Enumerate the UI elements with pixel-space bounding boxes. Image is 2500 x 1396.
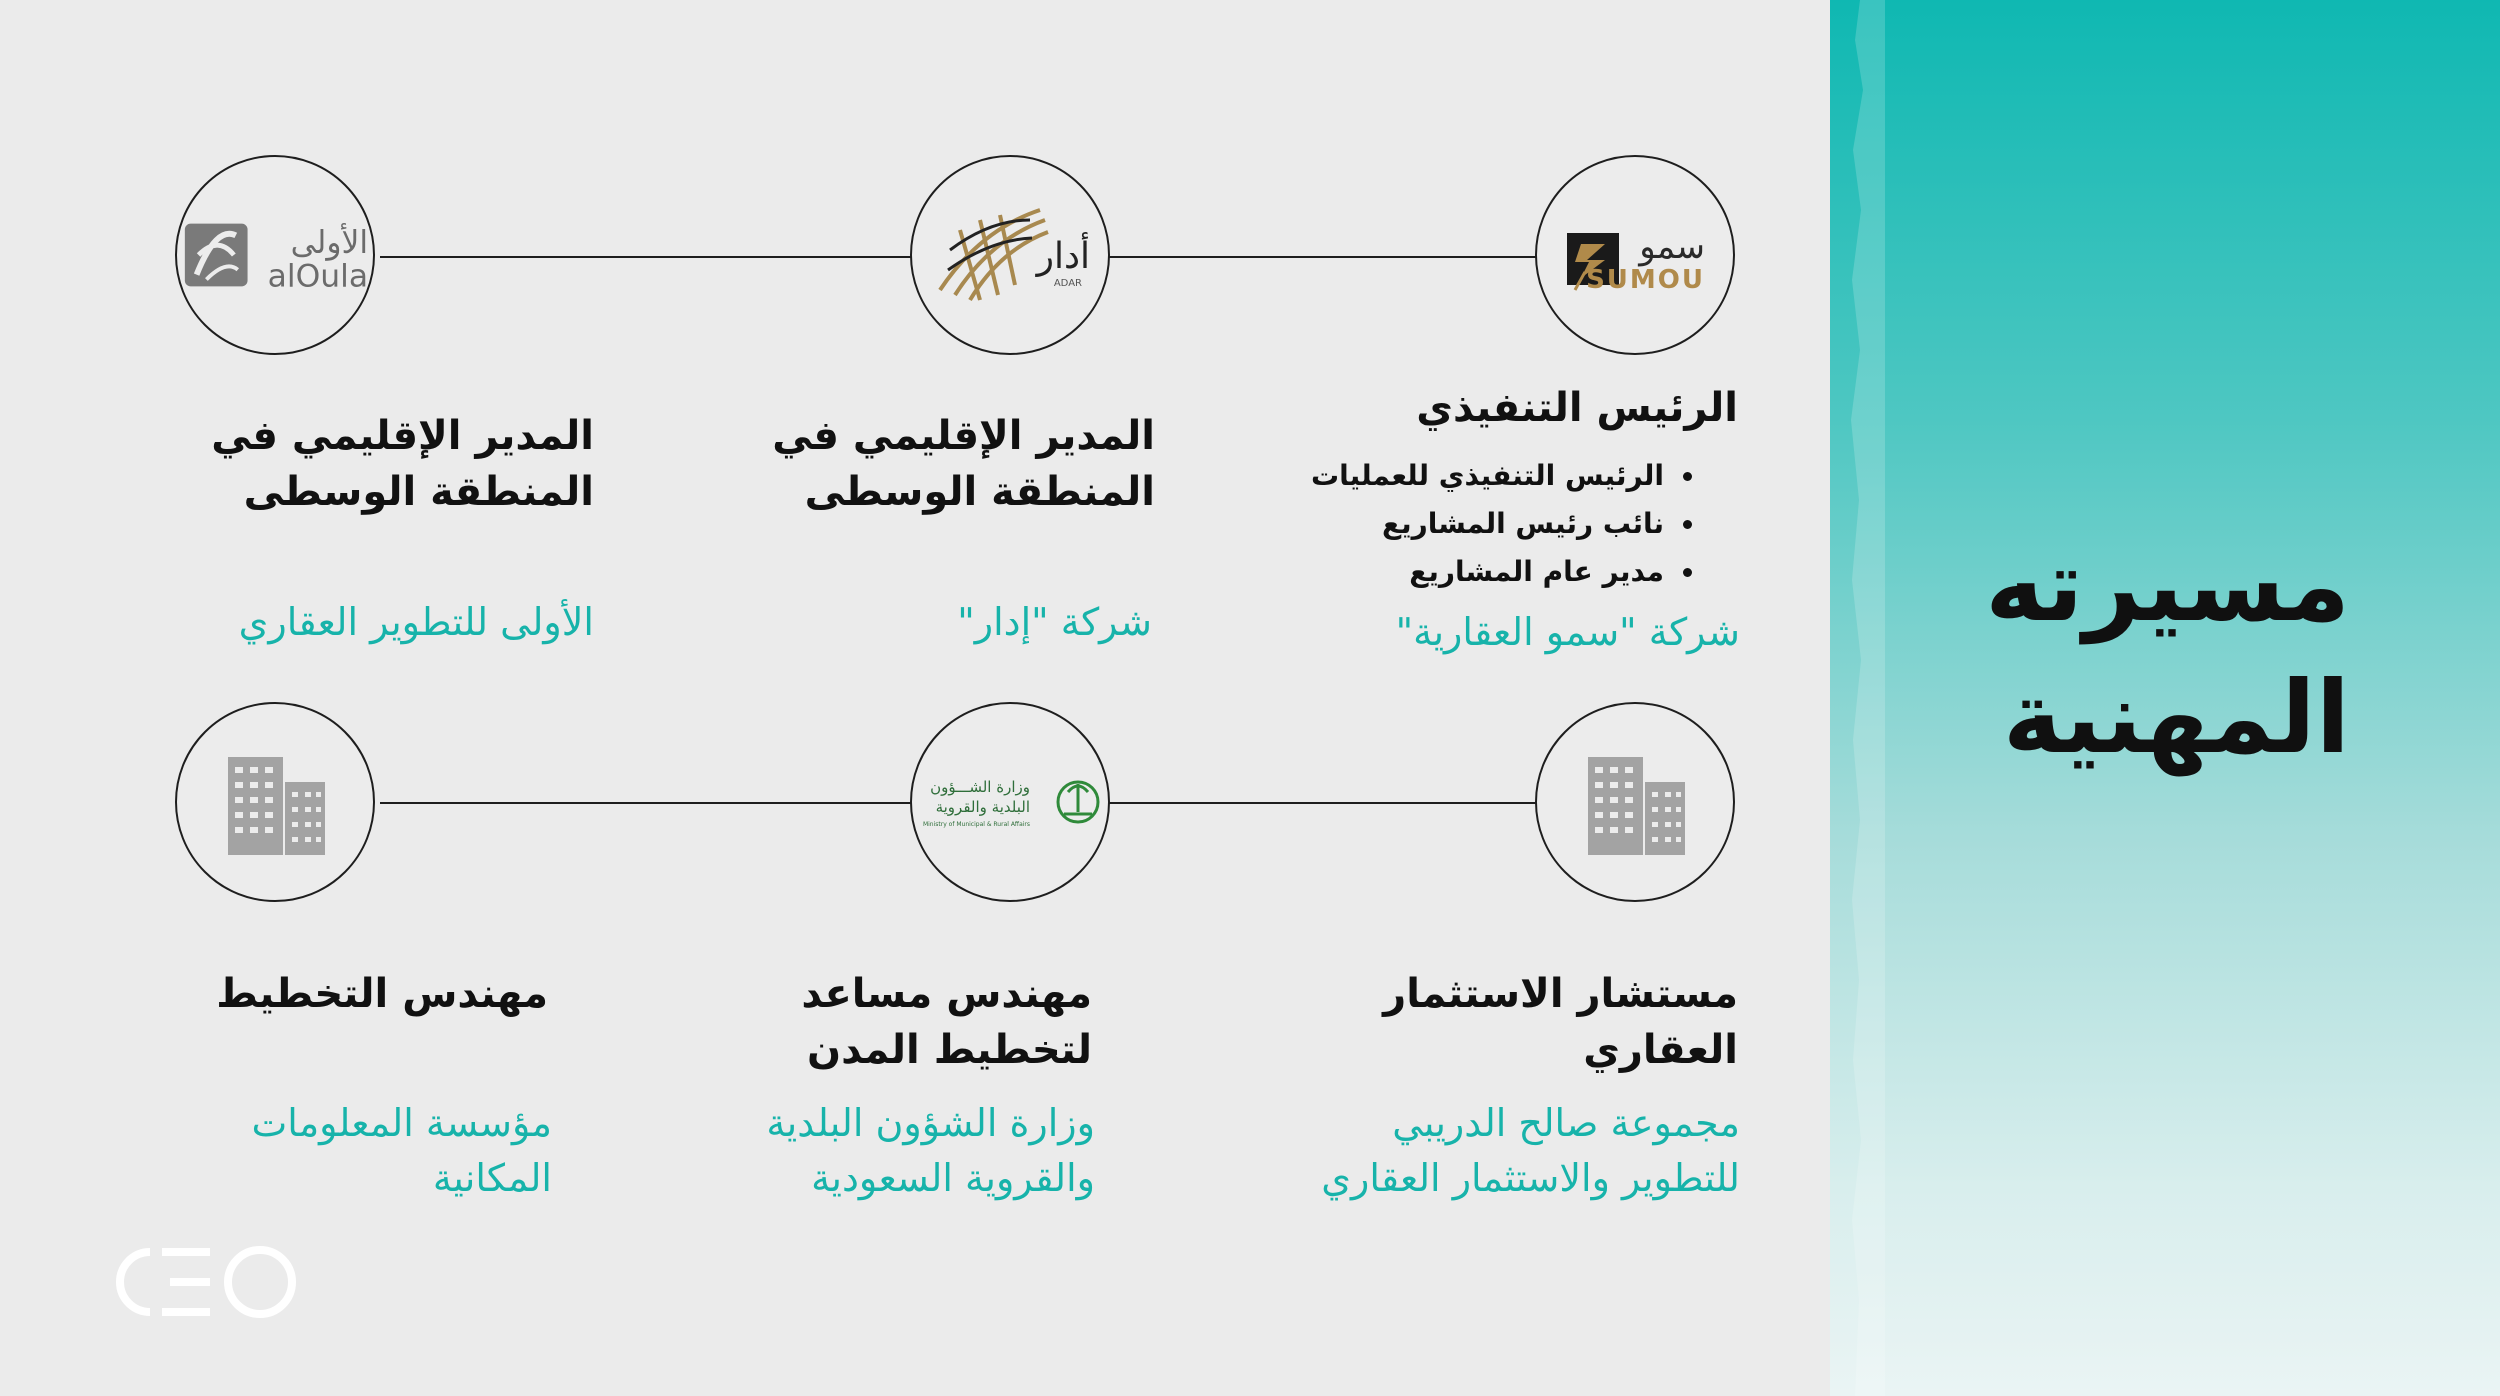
section-title-line1: مسيرته	[1985, 527, 2350, 644]
logo-circle-building-1	[1535, 702, 1735, 902]
company-line: مؤسسة المعلومات	[251, 1101, 552, 1145]
ministry-en-text: Ministry of Municipal & Rural Affairs	[922, 821, 1030, 828]
role-line: المنطقة الوسطى	[243, 469, 594, 515]
position-1-bullets	[1148, 452, 1738, 596]
position-2-company: شركة "إدار"	[957, 600, 1152, 644]
position-1-role: الرئيس التنفيذي	[1416, 385, 1738, 431]
position-5-company	[535, 1096, 1095, 1206]
position-6-company	[132, 1096, 552, 1206]
ministry-ar-line1: وزارة الشـــؤون	[930, 778, 1030, 796]
logo-circle-building-2	[175, 702, 375, 902]
company-line: المكانية	[432, 1156, 552, 1200]
sumou-ar-text: سمو	[1639, 227, 1705, 267]
position-6-role	[128, 966, 548, 1022]
role-line: المدير الإقليمي في	[211, 413, 594, 459]
role-line: مهندس التخطيط	[216, 971, 548, 1017]
position-3-company: الأولى للتطوير العقاري	[238, 600, 594, 644]
role-line: مهندس مساعد	[801, 971, 1092, 1017]
section-title	[1950, 520, 2350, 784]
position-5-role	[572, 966, 1092, 1078]
edar-en-text: ADAR	[1053, 278, 1082, 289]
company-line: وزارة الشؤون البلدية	[766, 1101, 1095, 1145]
sumou-en-text: SUMOU	[1586, 265, 1705, 295]
ministry-ar-line2: البلدية والقروية	[935, 798, 1030, 816]
section-title-line2: المهنية	[2002, 659, 2350, 776]
bullet-item: • مدير عام المشاريع	[1148, 548, 1668, 596]
sumou-logo	[1545, 200, 1725, 310]
logo-circle-ministry	[910, 702, 1110, 902]
ceo-logo	[80, 1240, 300, 1324]
edar-logo	[920, 190, 1100, 320]
building-icon	[220, 747, 330, 857]
bullet-item: • نائب رئيس المشاريع	[1148, 500, 1668, 548]
aloula-en-text: alOula	[267, 258, 369, 295]
logo-circle-aloula	[175, 155, 375, 355]
company-line: للتطوير والاستثمار العقاري	[1321, 1156, 1740, 1200]
role-line: لتخطيط المدن	[806, 1027, 1092, 1073]
company-line: والقروية السعودية	[811, 1156, 1095, 1200]
role-line: المنطقة الوسطى	[804, 469, 1155, 515]
company-line: مجموعة صالح الدريبي	[1392, 1101, 1740, 1145]
aloula-ar-text: الأولى	[290, 225, 369, 262]
position-4-company	[1180, 1096, 1740, 1206]
torn-edge	[1805, 0, 1885, 1396]
position-1-company: شركة "سمو العقارية"	[1395, 610, 1740, 654]
role-line: العقاري	[1583, 1027, 1738, 1073]
building-icon	[1580, 747, 1690, 857]
ceo-logo-text: CEO	[80, 1240, 83, 1241]
bullet-item: • الرئيس التنفيذي للعمليات	[1148, 452, 1668, 500]
position-2-role	[635, 408, 1155, 520]
aloula-logo	[177, 205, 373, 305]
ministry-logo	[912, 762, 1108, 842]
position-4-role	[1218, 966, 1738, 1078]
edar-ar-text: أدار	[1036, 236, 1090, 277]
role-line: المدير الإقليمي في	[772, 413, 1155, 459]
position-3-role	[74, 408, 594, 520]
logo-circle-sumou	[1535, 155, 1735, 355]
logo-circle-edar	[910, 155, 1110, 355]
role-line: مستشار الاستثمار	[1383, 971, 1738, 1017]
